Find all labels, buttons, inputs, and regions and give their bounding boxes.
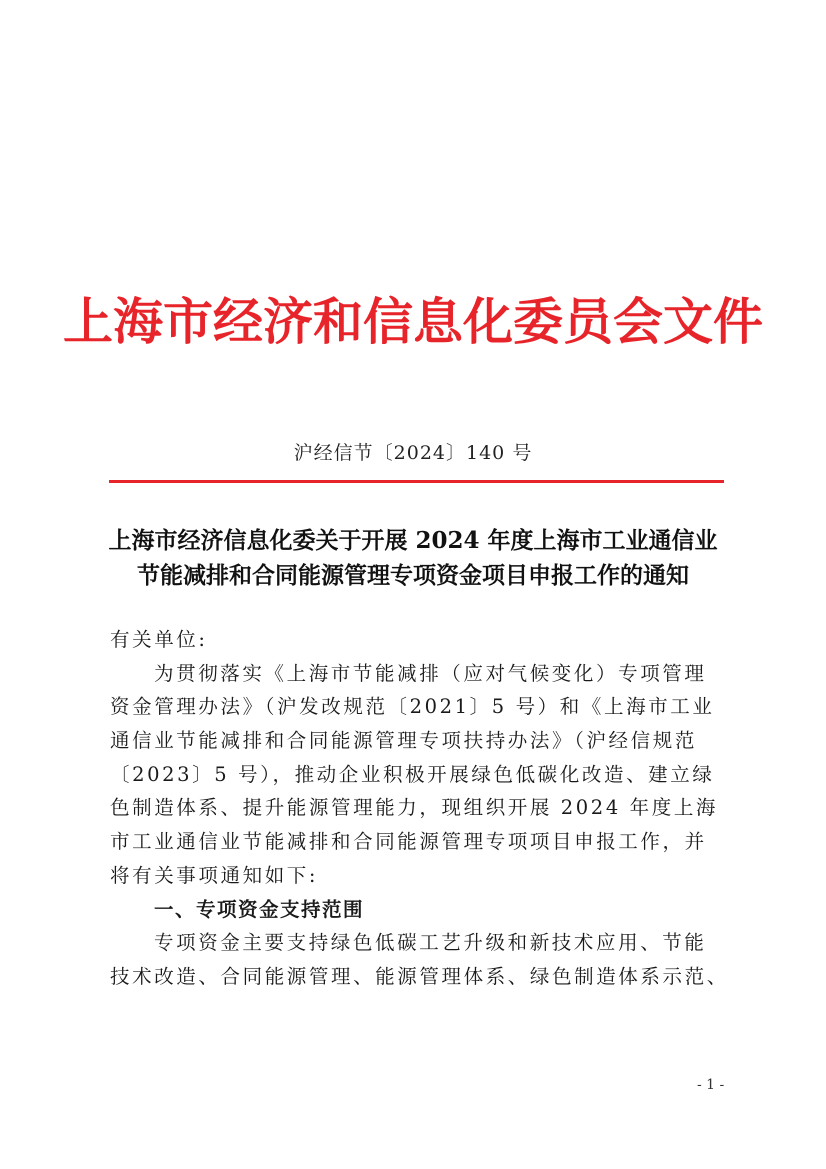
paragraph-line: 技术改造、合同能源管理、能源管理体系、绿色制造体系示范、 [110,964,729,988]
notice-body [110,623,729,994]
red-divider-line [109,480,724,483]
salutation: 有关单位: [110,628,208,651]
paragraph-line: 色制造体系、提升能源管理能力，现组织开展 2024 年度上海 [110,796,719,820]
paragraph-line: 资金管理办法》（沪发改规范〔2021〕5 号）和《上海市工业 [110,695,715,719]
paragraph-line: 市工业通信业节能减排和合同能源管理专项项目申报工作，并 [110,830,707,854]
section-heading: 一、专项资金支持范围 [154,897,365,921]
paragraph-line: 为贯彻落实《上海市节能减排（应对气候变化）专项管理 [154,661,707,685]
paragraph-line: 专项资金主要支持绿色低碳工艺升级和新技术应用、节能 [154,931,707,955]
notice-title-line: 上海市经济信息化委关于开展 2024 年度上海市工业通信业 [108,527,718,554]
page-number: - 1 - [697,1077,725,1093]
paragraph-line: 通信业节能减排和合同能源管理专项扶持办法》（沪经信规范 [110,729,697,753]
paragraph-line: 〔2023〕5 号），推动企业积极开展绿色低碳化改造、建立绿 [110,762,715,786]
notice-title-line: 节能减排和合同能源管理专项资金项目申报工作的通知 [137,562,689,589]
masthead-title: 上海市经济和信息化委员会文件 [63,292,763,351]
notice-title [90,523,736,593]
paragraph-line: 将有关事项通知如下: [110,863,319,887]
document-number: 沪经信节〔2024〕140 号 [293,442,533,464]
